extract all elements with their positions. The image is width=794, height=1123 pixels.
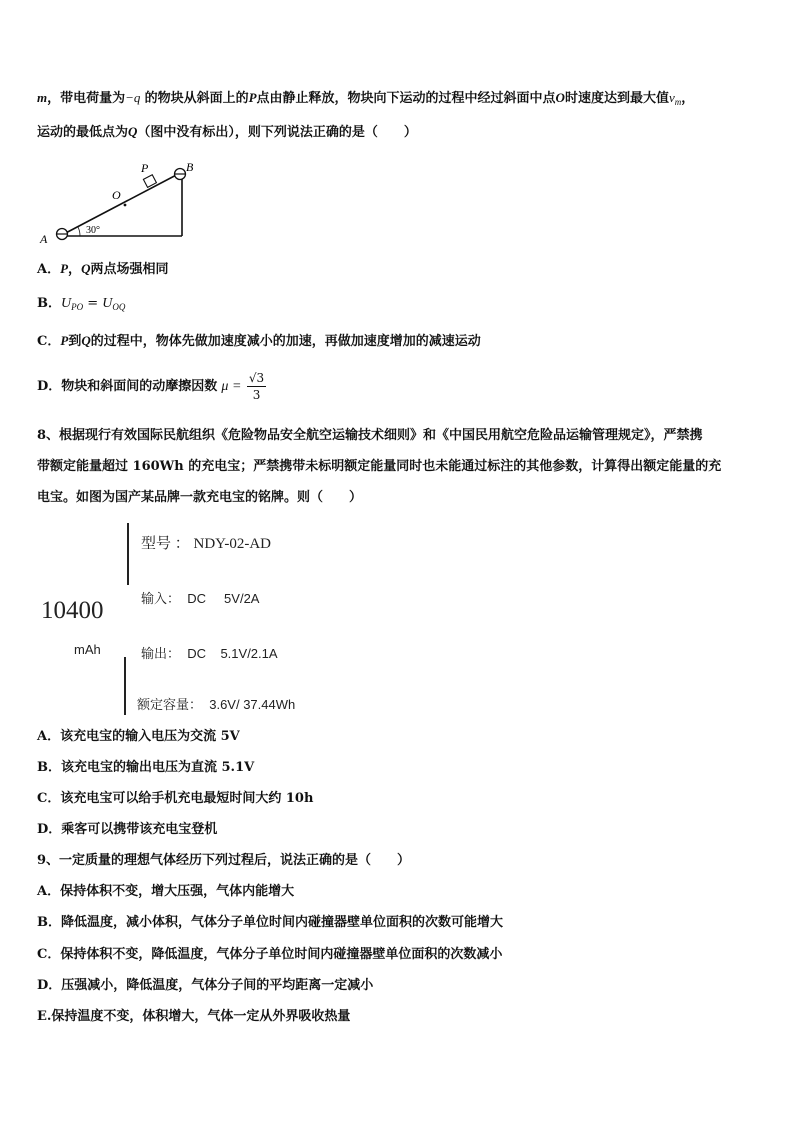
label-A: A <box>40 232 48 246</box>
q8-stem-line3 <box>37 490 362 506</box>
q9-option-e[interactable] <box>37 1009 350 1025</box>
nameplate-divider-bottom <box>124 657 126 715</box>
option-text: A．保持体积不变，增大压强，气体内能增大 <box>37 884 295 899</box>
q7-stem-line1 <box>37 90 694 110</box>
mu-symbol: μ = <box>221 379 245 394</box>
voltage-subscript: OQ <box>112 302 126 312</box>
option-text: B．降低温度，减小体积，气体分子单位时间内碰撞器壁单位面积的次数可能增大 <box>37 915 503 930</box>
vm-subscript: m <box>674 97 682 107</box>
label-O: O <box>112 188 121 202</box>
plate-rated: 额定容量： 3.6V/ 37.44Wh <box>137 697 296 712</box>
fraction-numerator: √3 <box>248 371 265 385</box>
q9-option-d[interactable] <box>37 978 373 994</box>
option-text: ， <box>68 262 82 277</box>
q9-option-c[interactable] <box>37 947 502 963</box>
label-B: B <box>186 160 194 174</box>
incline-slope <box>60 172 182 236</box>
q9-text: 9、一定质量的理想气体经历下列过程后，说法正确的是（ ） <box>37 853 411 868</box>
option-text: D．物块和斜面间的动摩擦因数 <box>37 379 218 394</box>
q9-stem <box>37 853 410 869</box>
voltage-symbol: U <box>61 296 72 311</box>
point-P-symbol: P <box>60 261 69 276</box>
option-text: 两点场强相同 <box>90 262 169 277</box>
option-text: A． <box>37 262 61 277</box>
plate-model: 型号 ： NDY-02-AD <box>141 536 271 552</box>
q7-option-d[interactable] <box>37 370 266 404</box>
fraction-denominator: 3 <box>252 388 261 402</box>
vm-symbol: v <box>668 90 675 105</box>
option-text: 的过程中，物体先做加速度减小的加速，再做加速度增加的减速运动 <box>90 334 481 349</box>
equals-sign: = <box>83 296 103 311</box>
angle-label: 30° <box>86 225 100 236</box>
q8-option-b[interactable] <box>37 760 254 776</box>
q7-text: 运动的最低点为 <box>37 125 129 140</box>
charge-symbol: −q <box>125 90 141 105</box>
angle-arc <box>78 227 80 236</box>
q8-stem-line1 <box>37 428 703 444</box>
label-P: P <box>141 161 149 175</box>
block-P <box>143 175 156 188</box>
option-text: 到 <box>68 334 82 349</box>
q7-option-c[interactable] <box>37 333 481 350</box>
q9-option-b[interactable] <box>37 915 503 931</box>
q7-stem-line2 <box>37 124 417 141</box>
point-Q-symbol: Q <box>81 261 91 276</box>
q8-option-c[interactable] <box>37 791 313 807</box>
q8-stem-line2 <box>37 459 721 475</box>
option-text: B． <box>37 296 61 311</box>
q8-text: 带额定能量超过 160Wh 的充电宝；严禁携带未标明额定能量同时也未能通过标注的其他参数，计算得出额定能量的充 <box>37 459 722 474</box>
q7-text: ，带电荷量为 <box>47 91 126 106</box>
option-text: E.保持温度不变，体积增大，气体一定从外界吸收热量 <box>37 1009 351 1024</box>
plate-capacity: 10400 <box>41 597 104 624</box>
q8-option-d[interactable] <box>37 822 217 838</box>
q8-text: 电宝。如图为国产某品牌一款充电宝的铭牌。则（ ） <box>37 490 363 505</box>
nameplate-divider-top <box>127 523 129 585</box>
mass-symbol: m <box>37 90 48 105</box>
option-text: A．该充电宝的输入电压为交流 5V <box>37 729 240 744</box>
q7-text: 时速度达到最大值 <box>564 91 669 106</box>
q7-option-a[interactable] <box>37 261 168 278</box>
q9-option-a[interactable] <box>37 884 294 900</box>
voltage-symbol: U <box>102 296 113 311</box>
plate-output: 输出： DC 5.1V/2.1A <box>141 646 278 661</box>
point-Q-symbol: Q <box>128 124 138 139</box>
option-text: C． <box>37 334 61 349</box>
option-text: C．保持体积不变，降低温度，气体分子单位时间内碰撞器壁单位面积的次数减小 <box>37 947 503 962</box>
q7-option-b[interactable] <box>37 296 125 315</box>
option-text: C．该充电宝可以给手机充电最短时间大约 10h <box>37 791 314 806</box>
point-O-symbol: O <box>555 90 565 105</box>
point-Q-symbol: Q <box>81 333 91 348</box>
option-text: B．该充电宝的输出电压为直流 5.1V <box>37 760 255 775</box>
midpoint-O-dot <box>124 204 127 207</box>
q7-text: 的物块从斜面上的 <box>144 91 249 106</box>
q7-text: 点由静止释放，物块向下运动的过程中经过斜面中点 <box>256 91 556 106</box>
option-text: D．乘客可以携带该充电宝登机 <box>37 822 218 837</box>
incline-figure <box>34 157 204 249</box>
plate-input: 输入： DC 5V/2A <box>141 591 260 606</box>
q8-option-a[interactable] <box>37 729 240 745</box>
q7-text: （图中没有标出），则下列说法正确的是（ ） <box>137 125 417 140</box>
fraction <box>247 370 266 403</box>
voltage-subscript: PO <box>71 302 84 312</box>
q7-text: ， <box>681 91 695 106</box>
plate-capacity-unit: mAh <box>74 642 101 657</box>
q8-text: 8、根据现行有效国际民航组织《危险物品安全航空运输技术细则》和《中国民用航空危险品运输管理规定》，严禁携 <box>37 428 703 443</box>
option-text: D．压强减小，降低温度，气体分子间的平均距离一定减小 <box>37 978 374 993</box>
point-P-symbol: P <box>60 333 69 348</box>
point-P-symbol: P <box>248 90 257 105</box>
